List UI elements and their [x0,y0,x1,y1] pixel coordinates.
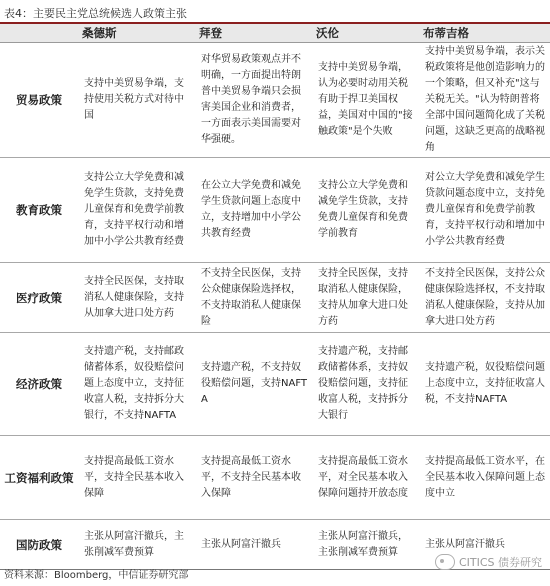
table-title: 表4：主要民主党总统候选人政策主张 [4,7,187,20]
watermark [435,554,542,570]
row-label-trade: 贸易政策 [0,43,78,158]
table-cell: 主张从阿富汗撤兵 [419,520,550,570]
table-cell: 主张从阿富汗撤兵，主张削减军费预算 [312,520,419,570]
table-cell: 在公立大学免费和减免学生贷款问题上态度中立，支持增加中小学公共教育经费 [195,158,312,263]
header-warren: 沃伦 [312,23,419,43]
table-cell: 支持提高最低工资水平，在全民基本收入保障问题上态度中立 [419,436,550,520]
header-row [0,23,550,43]
header-buttigieg: 布蒂吉格 [419,23,550,43]
table-row [0,436,550,520]
table-cell: 支持中美贸易争端，认为必要时动用关税有助于捍卫美国权益，美国对中国的"接触政策"是个失败 [312,43,419,158]
row-label-defense: 国防政策 [0,520,78,570]
table-cell: 支持全民医保，支持取消私人健康保险，支持从加拿大进口处方药 [312,263,419,333]
table-cell: 主张从阿富汗撤兵 [195,520,312,570]
table-cell: 支持遗产税，奴役赔偿问题上态度中立，支持征收富人税，不支持NAFTA [419,333,550,436]
header-biden: 拜登 [195,23,312,43]
table-cell: 支持全民医保，支持取消私人健康保险，支持从加拿大进口处方药 [78,263,195,333]
row-label-economy: 经济政策 [0,333,78,436]
policy-table [0,22,550,570]
wechat-icon [435,554,455,570]
table-cell: 对华贸易政策观点并不明确，一方面提出特朗普中美贸易争端只会损害美国企业和消费者，一方面表示美国需要对华强硬。 [195,43,312,158]
row-label-healthcare: 医疗政策 [0,263,78,333]
table-cell: 不支持全民医保，支持公众健康保险选择权，不支持取消私人健康保险，支持从加拿大进口处方药 [419,263,550,333]
table-cell: 支持提高最低工资水平，不支持全民基本收入保障 [195,436,312,520]
table-cell: 不支持全民医保，支持公众健康保险选择权，不支持取消私人健康保险 [195,263,312,333]
table-cell: 支持提高最低工资水平，支持全民基本收入保障 [78,436,195,520]
table-cell: 支持遗产税，支持邮政储蓄体系，支持奴役赔偿问题，支持征收富人税，支持拆分大银行 [312,333,419,436]
table-cell: 对公立大学免费和减免学生贷款问题态度中立，支持免费儿童保育和免费学前教育，支持平权行动和增加中小学公共教育经费 [419,158,550,263]
table-cell: 支持提高最低工资水平，对全民基本收入保障问题持开放态度 [312,436,419,520]
table-cell: 主张从阿富汗撤兵，主张削减军费预算 [78,520,195,570]
table-row [0,333,550,436]
table-cell: 支持遗产税，不支持奴役赔偿问题，支持NAFTA [195,333,312,436]
row-label-wages-welfare: 工资福利政策 [0,436,78,520]
row-label-education: 教育政策 [0,158,78,263]
table-row [0,263,550,333]
header-sanders: 桑德斯 [78,23,195,43]
table-row [0,158,550,263]
table-cell: 支持公立大学免费和减免学生贷款，支持免费儿童保育和免费学前教育，支持平权行动和增加中小学公共教育经费 [78,158,195,263]
header-blank [0,23,78,43]
table-row [0,43,550,158]
watermark-text: CITICS 债券研究 [458,556,542,569]
source-note: 资料来源：Bloomberg，中信证券研究部 [4,570,189,581]
table-cell: 支持遗产税，支持邮政储蓄体系，奴役赔偿问题上态度中立，支持征收富人税，支持拆分大银行，不支持NAFTA [78,333,195,436]
table-cell: 支持中美贸易争端，表示关税政策将是他创造影响力的一个策略，但又补充"这与关税无关。"认为特朗普将全部中国问题简化成了关税问题，这缺乏更高的战略视角 [419,43,550,158]
table-cell: 支持公立大学免费和减免学生贷款，支持免费儿童保育和免费学前教育 [312,158,419,263]
table-cell: 支持中美贸易争端，支持使用关税方式对待中国 [78,43,195,158]
